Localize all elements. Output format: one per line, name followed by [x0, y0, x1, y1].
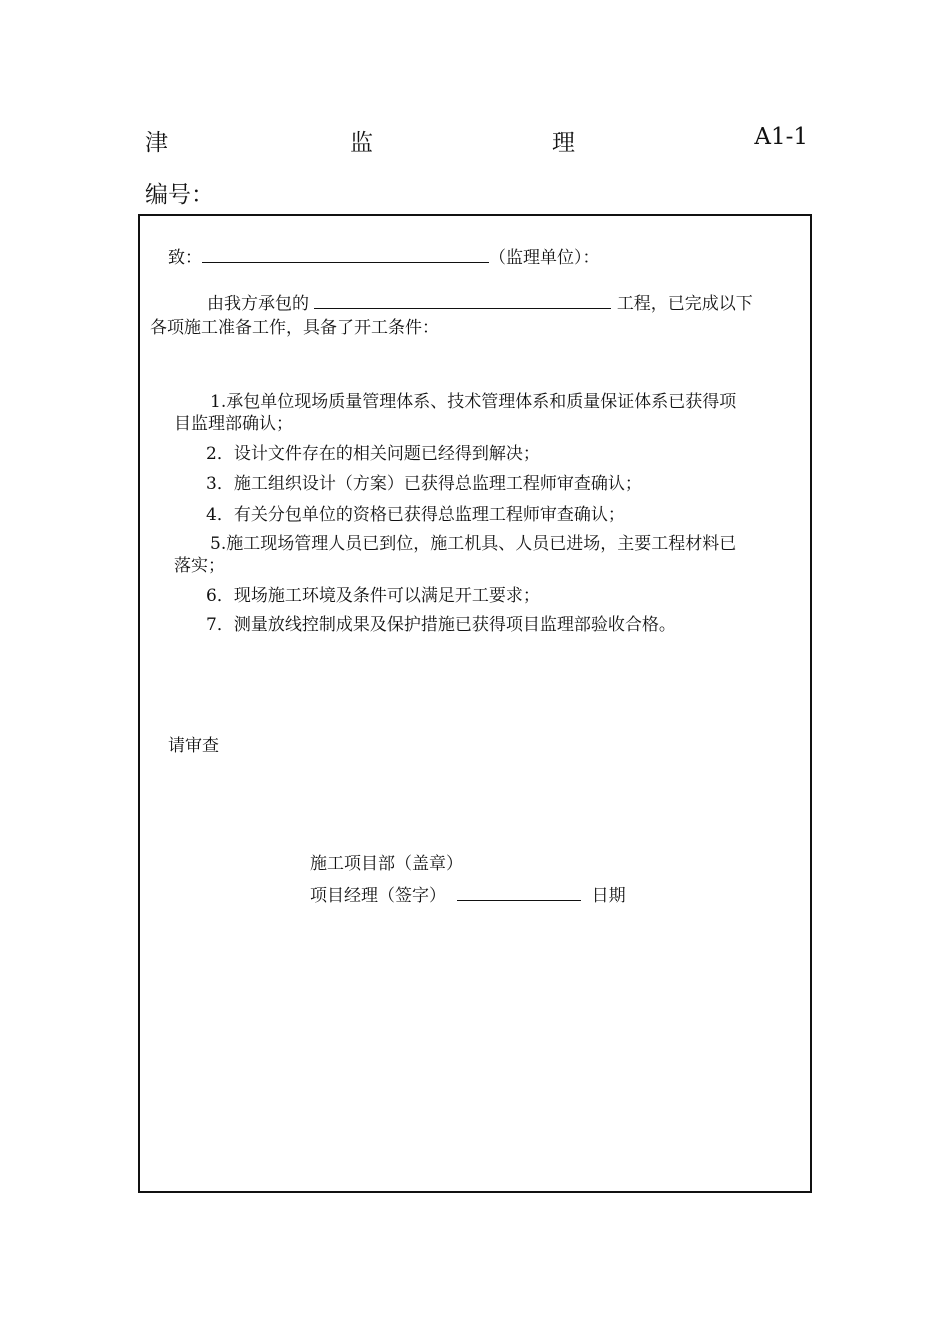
- intro-line: [207, 291, 753, 315]
- header-char-jian: 监: [350, 130, 373, 156]
- form-code: A1-1: [754, 124, 808, 150]
- list-item: 1.承包单位现场质量管理体系、技术管理体系和质量保证体系已获得项: [210, 392, 737, 412]
- header-char-li: 理: [552, 130, 575, 156]
- form-header: [145, 124, 808, 160]
- supervision-unit-field[interactable]: [202, 245, 489, 263]
- request-review-text: 请审查: [168, 736, 219, 756]
- project-name-field[interactable]: [314, 291, 611, 309]
- manager-signature-field[interactable]: [457, 883, 581, 901]
- manager-signature-line: [310, 883, 626, 907]
- form-box: [138, 214, 812, 1193]
- intro-line-2: 各项施工准备工作，具备了开工条件：: [150, 318, 439, 338]
- date-label: 日期: [591, 886, 626, 906]
- document-number-label: 编号：: [145, 182, 214, 208]
- list-item: 目监理部确认；: [174, 414, 293, 434]
- list-item: 7．测量放线控制成果及保护措施已获得项目监理部验收合格。: [206, 615, 676, 635]
- list-item: 落实；: [174, 556, 225, 576]
- project-dept-seal: 施工项目部（盖章）: [310, 854, 463, 874]
- list-item: 4．有关分包单位的资格已获得总监理工程师审查确认；: [206, 505, 625, 525]
- list-item: 5.施工现场管理人员已到位，施工机具、人员已进场，主要工程材料已: [210, 534, 737, 554]
- list-item: 3．施工组织设计（方案）已获得总监理工程师审查确认；: [206, 474, 642, 494]
- intro-suffix: 工程，已完成以下: [616, 294, 753, 314]
- manager-label: 项目经理（签字）: [310, 886, 446, 906]
- addressee-line: [168, 245, 600, 269]
- intro-prefix: 由我方承包的: [207, 294, 309, 314]
- header-char-jin: 津: [145, 130, 168, 156]
- addressee-prefix: 致：: [168, 248, 202, 268]
- addressee-suffix: （监理单位）：: [489, 248, 600, 268]
- list-item: 6．现场施工环境及条件可以满足开工要求；: [206, 586, 540, 606]
- list-item: 2．设计文件存在的相关问题已经得到解决；: [206, 444, 540, 464]
